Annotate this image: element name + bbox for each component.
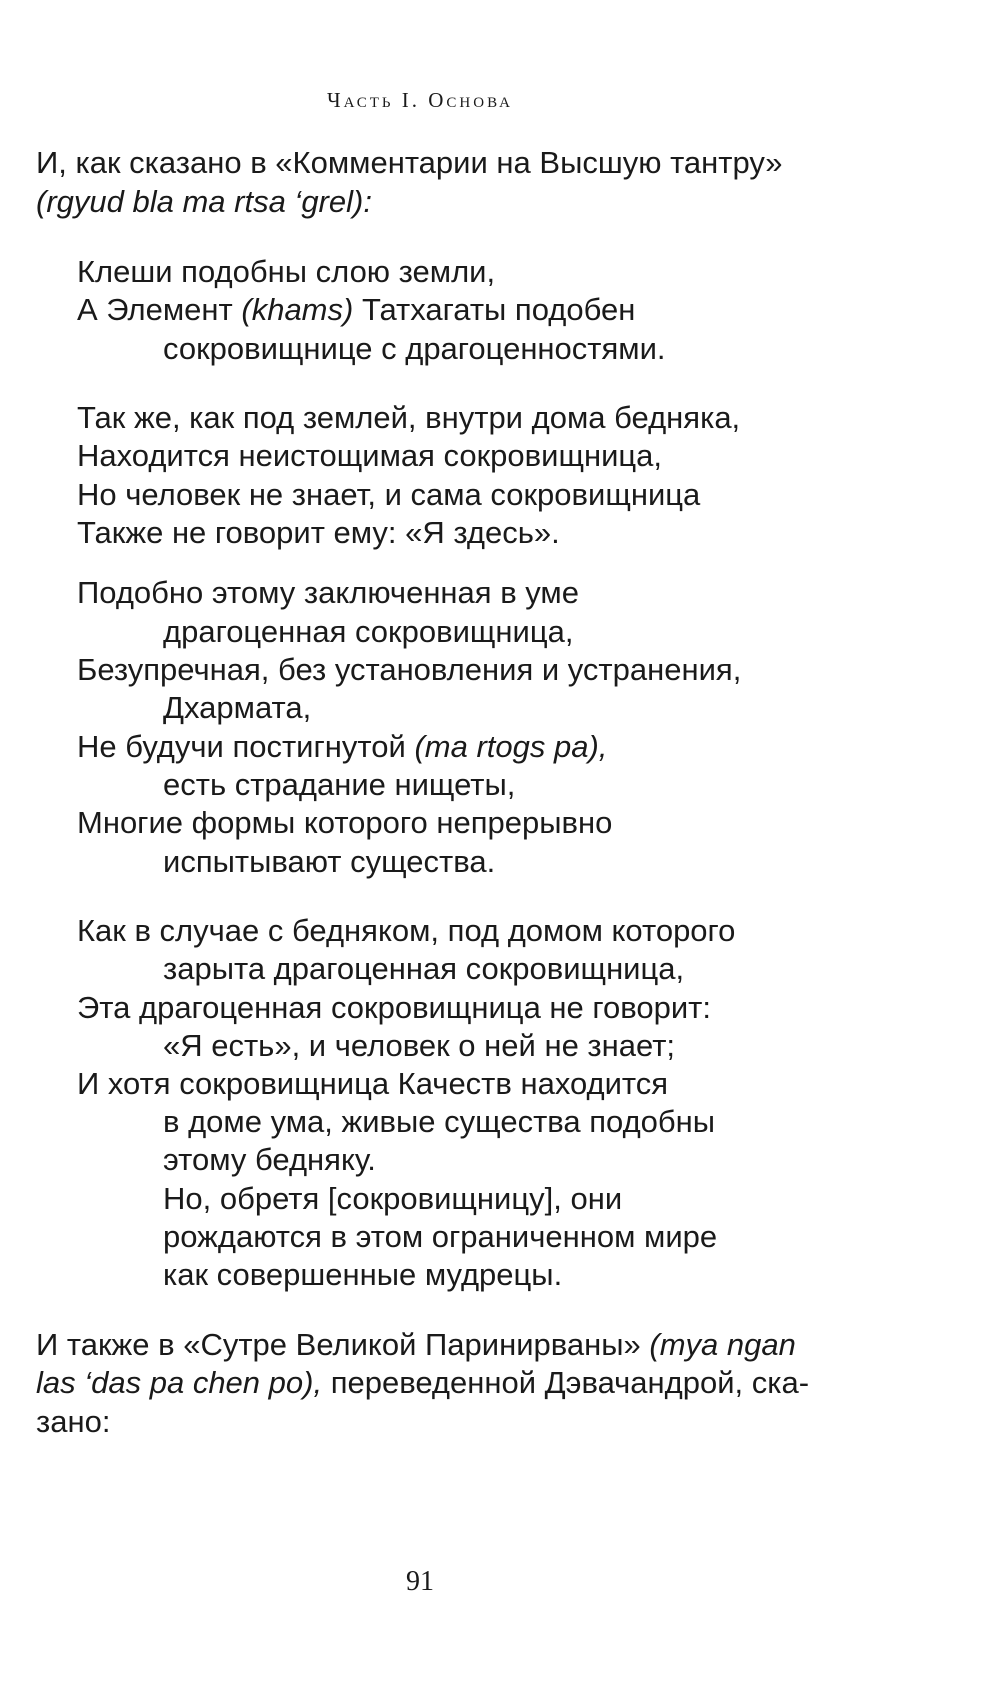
transliteration: (rgyud bla ma rtsa ‘grel): (36, 184, 372, 219)
verse-line (77, 911, 735, 951)
text-span: Многие формы которого непрерывно (77, 805, 613, 840)
text-line (36, 182, 372, 222)
verse-line (77, 475, 700, 515)
text-span: Не будучи постигнутой (77, 729, 406, 764)
text-span: есть страдание нищеты, (163, 767, 516, 802)
text-span: зарыта драгоценная сокровищница, (163, 951, 685, 986)
verse-line (163, 1026, 675, 1066)
verse-line (163, 1255, 562, 1295)
text-span: драгоценная сокровищница, (163, 614, 574, 649)
text-span: Подобно этому заключенная в уме (77, 575, 579, 610)
text-span: Находится неистощимая сокровищница, (77, 438, 663, 473)
verse-line (77, 1064, 668, 1104)
verse-line (163, 1217, 717, 1257)
verse-line (163, 765, 515, 805)
text-span: И, как сказано в «Комментарии на Высшую тантру» (36, 145, 783, 180)
text-span: Дхармата, (163, 690, 312, 725)
transliteration: las ‘das pa chen po), (36, 1365, 323, 1400)
text-span: рождаются в этом ограниченном мире (163, 1219, 718, 1254)
verse-line (77, 290, 635, 330)
text-span: Также не говорит ему: «Я здесь». (77, 515, 560, 550)
verse-line (163, 842, 495, 882)
text-span: зано: (36, 1404, 111, 1439)
verse-line (163, 612, 573, 652)
verse-line (77, 513, 560, 553)
text-span: Клеши подобны слою земли, (77, 254, 496, 289)
verse-line (163, 329, 666, 369)
text-span: Татхагаты подобен (361, 292, 636, 327)
text-span: Как в случае с бедняком, под домом которого (77, 913, 736, 948)
verse-line (77, 436, 662, 476)
text-line (36, 1402, 110, 1442)
text-span: И также в «Сутре Великой Паринирваны» (36, 1327, 641, 1362)
text-span: Но человек не знает, и сама сокровищница (77, 477, 701, 512)
text-span: Но, обретя [сокровищницу], они (163, 1181, 623, 1216)
text-line (36, 143, 782, 183)
text-line (36, 1363, 809, 1403)
verse-line (77, 650, 741, 690)
text-span: Так же, как под землей, внутри дома бедняка, (77, 400, 741, 435)
text-span: как совершенные мудрецы. (163, 1257, 563, 1292)
verse-line (163, 1179, 622, 1219)
running-head: Часть I. Основа (327, 88, 513, 112)
verse-line (77, 252, 495, 292)
page-number: 91 (406, 1566, 434, 1597)
verse-line (77, 988, 711, 1028)
verse-line (77, 803, 612, 843)
text-span: А Элемент (77, 292, 233, 327)
text-span: испытывают существа. (163, 844, 496, 879)
verse-line (77, 573, 579, 613)
text-span: Эта драгоценная сокровищница не говорит: (77, 990, 711, 1025)
text-span: в доме ума, живые существа подобны (163, 1104, 716, 1139)
text-span: Безупречная, без установления и устранения, (77, 652, 742, 687)
verse-line (77, 398, 740, 438)
text-span: сокровищнице с драгоценностями. (163, 331, 666, 366)
text-span: этому бедняку. (163, 1142, 376, 1177)
verse-line (163, 1102, 715, 1142)
text-line (36, 1325, 796, 1365)
verse-line (163, 1140, 376, 1180)
verse-line (77, 727, 607, 767)
text-span: переведенной Дэвачандрой, ска- (330, 1365, 810, 1400)
transliteration: (ma rtogs pa), (414, 729, 608, 764)
verse-line (163, 949, 684, 989)
transliteration: (mya ngan (649, 1327, 796, 1362)
verse-line (163, 688, 311, 728)
text-span: И хотя сокровищница Качеств находится (77, 1066, 669, 1101)
transliteration: (khams) (241, 292, 354, 327)
text-span: «Я есть», и человек о ней не знает; (163, 1028, 676, 1063)
